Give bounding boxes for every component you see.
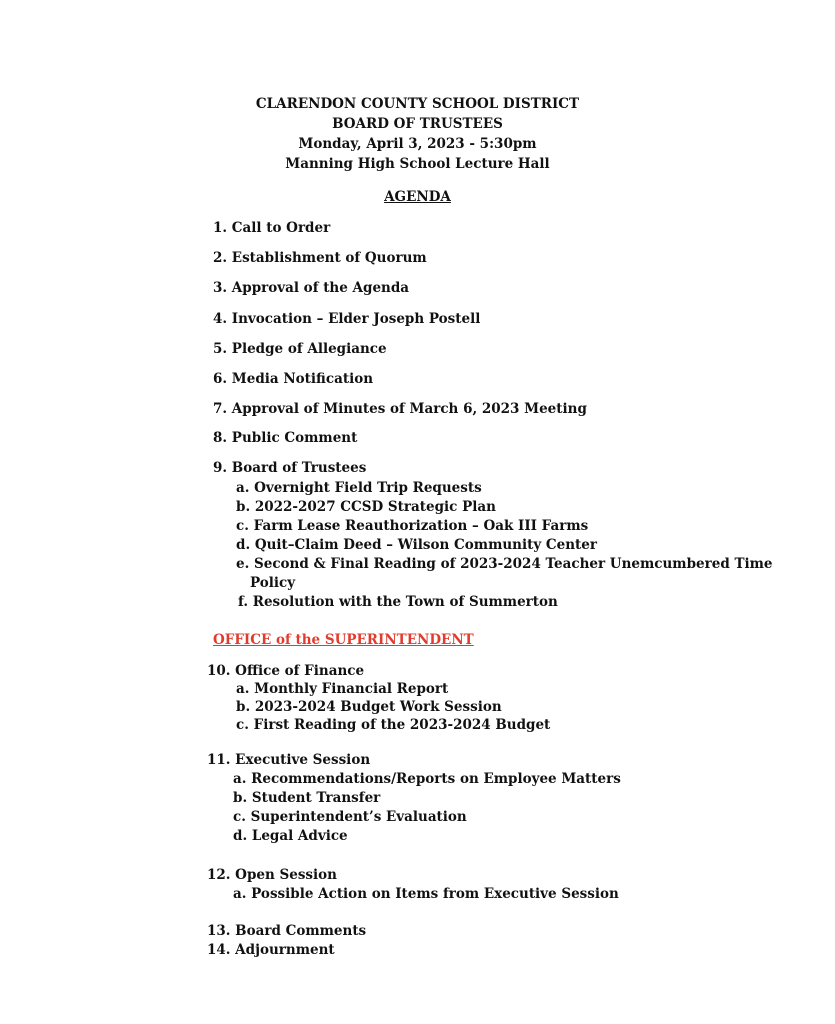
agenda-item-7: 7. Approval of Minutes of March 6, 2023 Meeting [213,401,587,417]
agenda-item-5: 5. Pledge of Allegiance [213,341,387,357]
agenda-item-9: 9. Board of Trustees [213,460,367,476]
agenda-item-4: 4. Invocation – Elder Joseph Postell [213,311,481,327]
agenda-item-8: 8. Public Comment [213,430,358,446]
agenda-item-13: 13. Board Comments [207,923,367,939]
office-of-superintendent-heading: OFFICE of the SUPERINTENDENT [213,632,474,648]
agenda-title: AGENDA [384,189,451,205]
board-name: BOARD OF TRUSTEES [332,116,503,132]
agenda-item-12: 12. Open Session [207,867,337,883]
agenda-subitem-11c: c. Superintendent’s Evaluation [233,809,467,825]
agenda-subitem-11a: a. Recommendations/Reports on Employee Matters [233,771,621,787]
agenda-item-14: 14. Adjournment [207,942,335,958]
agenda-item-1: 1. Call to Order [213,220,331,236]
meeting-location: Manning High School Lecture Hall [285,156,550,172]
agenda-item-11: 11. Executive Session [207,752,371,768]
agenda-subitem-9e: e. Second & Final Reading of 2023-2024 Teacher Unemcumbered Time [236,556,773,572]
meeting-date: Monday, April 3, 2023 - 5:30pm [298,136,537,152]
agenda-subitem-11b: b. Student Transfer [233,790,381,806]
agenda-item-3: 3. Approval of the Agenda [213,280,410,296]
agenda-item-6: 6. Media Notification [213,371,374,387]
district-name: CLARENDON COUNTY SCHOOL DISTRICT [255,96,580,112]
agenda-subitem-9c: c. Farm Lease Reauthorization – Oak III Farms [236,518,589,534]
agenda-subitem-9d: d. Quit–Claim Deed – Wilson Community Center [236,537,597,553]
agenda-subitem-9e-continued: Policy [250,575,296,591]
agenda-subitem-10a: a. Monthly Financial Report [236,681,449,697]
agenda-item-10: 10. Office of Finance [207,663,365,679]
agenda-item-2: 2. Establishment of Quorum [213,250,427,266]
agenda-subitem-10b: b. 2023-2024 Budget Work Session [236,699,502,715]
agenda-subitem-9b: b. 2022-2027 CCSD Strategic Plan [236,499,496,515]
agenda-subitem-10c: c. First Reading of the 2023-2024 Budget [236,717,551,733]
agenda-subitem-9a: a. Overnight Field Trip Requests [236,480,482,496]
agenda-subitem-12a: a. Possible Action on Items from Executive Session [233,886,619,902]
agenda-subitem-9f: f. Resolution with the Town of Summerton [238,594,558,610]
document-header [0,94,835,174]
agenda-subitem-11d: d. Legal Advice [233,828,348,844]
